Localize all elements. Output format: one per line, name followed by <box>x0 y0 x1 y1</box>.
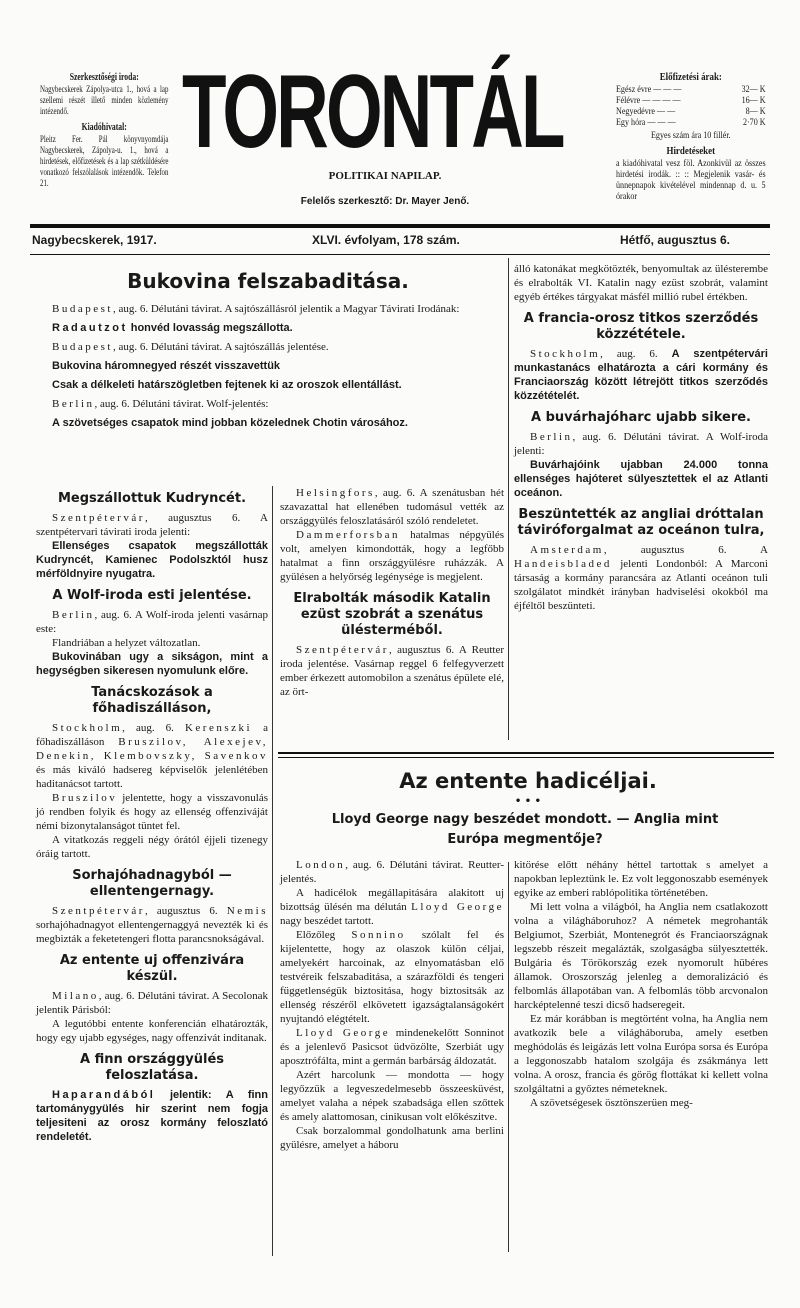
text-run: Flandriában a helyzet változatlan. <box>52 637 201 649</box>
paragraph <box>280 928 504 1026</box>
paragraph <box>36 300 500 319</box>
bold-text-run: jelentik: A finn tartománygyülés hir szerint nem fogja teljesiteni az orosz kormány feloszlató rendeletét. <box>36 1089 268 1143</box>
feature-headline: Az entente hadicéljai. <box>399 769 657 793</box>
bold-text-run: A szentpétervári munkastanács elhatározta a cári kormány és Franciaország között létrejött titkos szerződés közzétételét. <box>514 348 768 402</box>
paragraph <box>36 338 500 357</box>
bold-text-run: Ellenséges csapatok megszállották Kudryncét, Kamienec Podolszktól husz mérföldnyire nyugatra. <box>36 540 268 580</box>
column-3 <box>514 262 768 613</box>
spaced-text-run: Radautzot <box>52 322 128 334</box>
publisher-office-title: Kiadóhivatal: <box>81 122 127 133</box>
article-headline: Megszállottuk Kudryncét. <box>57 491 247 506</box>
column-rule <box>508 258 509 740</box>
spaced-text-run: Sonnino <box>351 929 406 941</box>
text-run: , aug. 6. Délutáni távirat. A Secolonak jelentik Párisból: <box>36 990 268 1016</box>
column-rule <box>272 486 273 1256</box>
column-rule <box>508 862 509 1252</box>
text-run: , aug. 6. Délutáni távirat. Wolf-jelentés: <box>94 398 269 410</box>
paragraph <box>36 1088 268 1144</box>
text-run: A hadicélok megállapitására alakitott uj bizottság ülésén ma délután <box>280 887 504 913</box>
text-run: A szövetségesek ösztönszerüen meg- <box>530 1097 693 1109</box>
article-headline: A francia-orosz titkos szerződés közzététele. <box>523 311 759 342</box>
price-label: Félévre — — — — <box>616 96 681 106</box>
paragraph <box>280 486 504 528</box>
text-run: A legutóbbi entente konferencián elhatározták, hogy egy ujabb egységes, nagy offenzivát inditanak. <box>36 1018 268 1044</box>
text-run: , augusztus 6. A <box>603 544 768 556</box>
price-label: Negyedévre — — <box>616 107 676 117</box>
subscription-box <box>616 72 766 207</box>
paragraph <box>514 458 768 500</box>
editorial-office-text: Nagybecskerek Zápolya-utca 1., hová a lap szellemi részét illető minden közlemény intézendő. <box>40 85 169 117</box>
spaced-text-run: Berlin <box>530 431 573 443</box>
newspaper-subtitle: POLITIKAI NAPILAP. <box>328 170 442 182</box>
bold-text-run: honvéd lovasság megszállotta. <box>127 322 293 334</box>
lead-headline: Bukovina felszabaditása. <box>127 269 409 293</box>
feature-subhead: Lloyd George nagy beszédet mondott. — Anglia mint Európa megmentője? <box>331 812 719 847</box>
text-run: , augusztus 6. A szentpétervari távirati iroda jelenti: <box>36 512 268 538</box>
text-run: , augusztus 6. <box>144 905 227 917</box>
paragraph <box>36 833 268 861</box>
paragraph <box>280 1124 504 1152</box>
text-run: , aug. 6. <box>600 348 672 360</box>
price-value: 32— K <box>741 85 766 95</box>
paragraph <box>36 721 268 791</box>
price-label: Egy hóra — — — <box>616 118 676 128</box>
price-row <box>616 85 766 96</box>
editorial-office-title: Szerkesztőségi iroda: <box>69 72 139 83</box>
text-run: , aug. 6. Délutáni távirat. A sajtószállás jelentése. <box>112 341 329 353</box>
text-run: Azért harcolunk — mondotta — hogy legyőzzük a legveszedelmesebb összeesküvést, amelyet valaha a népek szabadsága ellen szőttek és amely alattomosan, cinikusan volt előkészitve. <box>280 1069 504 1123</box>
text-run: és más kiváló hadsereg képviselők jelenlétében haditanácsot tartott. <box>36 764 268 790</box>
spaced-text-run: Bruszilov, Alexejev, Denekin, Klembovszky, Savenkov <box>36 736 268 762</box>
text-run: Ez már korábban is megtörtént volna, ha Anglia nem avatkozik bele a világháboruba, amely esetben meghódolás és leigázás lett volna Európa sorsa és Európa a leggonoszabb hatalom szolgája és zsákmánya lett volna. A orosz, francia és görög flottákat ki kellett volna szolgáltatni a győztes németeknek. <box>514 1013 768 1095</box>
text-run: a főhadiszálláson <box>36 722 268 748</box>
responsible-editor: Felelős szerkesztő: Dr. Mayer Jenő. <box>300 196 470 207</box>
spaced-text-run: Helsingfors <box>296 487 375 499</box>
paragraph <box>514 262 768 304</box>
feature-column-left <box>280 858 504 1152</box>
article-headline: A finn országgyülés feloszlatása. <box>79 1052 225 1083</box>
paragraph <box>514 1096 768 1110</box>
text-run: , aug. 6. A Wolf-iroda jelenti vasárnap este: <box>36 609 268 635</box>
article-headline: A Wolf-iroda esti jelentése. <box>52 588 252 603</box>
spaced-text-run: Haparandából <box>52 1089 156 1101</box>
paragraph <box>514 347 768 403</box>
text-run: , aug. 6. A szenátusban hét szavazattal hat ellenében tudomásul vették az országgyülés feloszlatásáról szóló rendeletet. <box>280 487 504 527</box>
masthead-rule <box>30 224 770 228</box>
spaced-text-run: Stockholm <box>52 722 123 734</box>
article-headline: Az entente uj offenzivára készül. <box>59 953 245 984</box>
text-run: kitörése előtt néhány héttel tartottak s amelyet a napokban lepleztünk le. Ez volt leggonoszabb események egyike az emberi rablópolitika történetében. <box>514 859 768 899</box>
text-run: sorhajóhadnagyot ellentengernaggyá nevezték ki és megbizták a feketetengeri flotta parancsnokságával. <box>36 919 268 945</box>
text-run: nagy beszédet tartott. <box>280 915 374 927</box>
article-headline: Sorhajóhadnagyból — ellentengernagy. <box>72 868 232 899</box>
bold-text-run: Bukovinában ugy a sikságon, mint a hegységben sikeresen nyomulunk előre. <box>36 651 268 677</box>
spaced-text-run: Milano <box>52 990 99 1002</box>
bold-text-run: Csak a délkeleti határszögletben fejtenek ki az oroszok ellentállást. <box>52 379 402 391</box>
spaced-text-run: Szentpétervár <box>296 644 389 656</box>
spaced-text-run: Lloyd George <box>296 1027 391 1039</box>
paragraph <box>36 539 268 581</box>
price-value: 2·70 K <box>742 118 766 128</box>
ads-text: a kiadóhivatal vesz föl. Azonkivül az összes hirdetési irodák. :: :: Megjelenik vasár- és ünnepnapok kivételével mindennap d. u. 5 órakor <box>616 159 766 202</box>
paragraph <box>280 886 504 928</box>
paragraph <box>36 319 500 338</box>
spaced-text-run: Berlin <box>52 398 95 410</box>
newspaper-title: TORONTÁL <box>182 54 563 170</box>
article-headline: A buvárhajóharc ujabb sikere. <box>531 410 751 425</box>
paragraph <box>36 636 268 650</box>
dateline-rule <box>30 254 770 255</box>
paragraph <box>36 414 500 433</box>
article-headline: Beszüntették az angliai dróttalan táviróforgalmat az oceánon tulra, <box>517 507 765 538</box>
text-run: , augusztus 6. A Reutter iroda jelentése. Vasárnap reggel 6 felfegyverzett ember érkezett automobilon a szenátus épülete elé, az ört- <box>280 644 504 698</box>
spaced-text-run: Kerenszki <box>184 722 253 734</box>
paragraph <box>514 430 768 458</box>
paragraph <box>36 989 268 1017</box>
spaced-text-run: Bruszilov <box>52 792 118 804</box>
editorial-office-box <box>40 72 168 194</box>
text-run: Előzőleg <box>296 929 352 941</box>
ads-title: Hirdetéseket <box>666 146 716 157</box>
price-value: 8— K <box>745 107 766 117</box>
paragraph <box>514 900 768 1012</box>
paragraph <box>36 511 268 539</box>
spaced-text-run: Amsterdam <box>530 544 604 556</box>
price-value: 16— K <box>741 96 766 106</box>
spaced-text-run: Nemis <box>226 905 268 917</box>
text-run: , aug. 6. Délutáni távirat. A sajtószállásról jelentik a Magyar Távirati Irodának: <box>112 303 460 315</box>
paragraph <box>36 608 268 636</box>
paragraph <box>36 357 500 376</box>
dateline-place-year: Nagybecskerek, 1917. <box>32 233 157 247</box>
paragraph <box>36 395 500 414</box>
paragraph <box>514 543 768 613</box>
paragraph <box>280 1026 504 1068</box>
price-label: Egész évre — — — <box>616 85 682 95</box>
bold-text-run: Buvárhajóink ujabban 24.000 tonna ellenséges hajóteret sülyesztettek el az Atlanti oceánon. <box>514 459 768 499</box>
spaced-text-run: Handeisbladed <box>514 558 612 570</box>
text-run: A vitatkozás reggeli négy órától éjjeli tizenegy óráig tartott. <box>36 834 268 860</box>
spaced-text-run: London <box>296 859 346 871</box>
spaced-text-run: Szentpétervár <box>52 512 145 524</box>
price-list <box>616 85 766 129</box>
price-row <box>616 107 766 118</box>
column-1 <box>36 484 268 1144</box>
spaced-text-run: Budapest <box>52 303 113 315</box>
feature-column-right <box>514 858 768 1110</box>
paragraph <box>280 1068 504 1124</box>
article-headline: Elrabolták második Katalin ezüst szobrát a szenátus ülésterméből. <box>293 591 491 638</box>
section-rule <box>278 752 774 754</box>
text-run: jelentette, hogy a visszavonulás jó rendben folyik és hogy az ellenség offenziváját némi bizonytalanságot tüntet fel. <box>36 792 268 832</box>
dateline-day: Hétfő, augusztus 6. <box>620 233 731 247</box>
spaced-text-run: Dammerforsban <box>296 529 400 541</box>
paragraph <box>280 858 504 886</box>
paragraph <box>36 904 268 946</box>
spaced-text-run: Lloyd George <box>411 901 504 913</box>
lead-article <box>36 268 500 433</box>
text-run: álló katonákat megkötözték, benyomultak az ülésterembe és elrabolták VI. Katalin nagy ezüst szobrát, valamint egyéb értékes tárgyakat másfél millió rubel értékben. <box>514 263 768 303</box>
spaced-text-run: Berlin <box>52 609 95 621</box>
bold-text-run: Bukovina háromnegyed részét visszavettük <box>52 360 281 372</box>
text-run: mindenekelőtt Sonninot és a jelenlevő Pasicsot üdvözölte, Szerbiát ugy aposztrófálta, mint a germán barbárság áldozatát. <box>280 1027 504 1067</box>
paragraph <box>36 1017 268 1045</box>
text-run: Csak borzalommal gondolhatunk ama berlini gyülésre, amelyet a háboru <box>280 1125 504 1151</box>
text-run: szólalt fel és kijelentette, hogy az olaszok külön céljai, amelyekért harcoinak, az elnyomatásban elő testvéreik felszabaditása, a szárazföldi és tengeri függetlenségük biztositása, hogy biztositsák az ellenség részéről elkövetett igazságtalanságokért nyujtandó elégtételt. <box>280 929 504 1025</box>
price-row <box>616 118 766 129</box>
text-run: hatalmas népgyülés volt, amelyen kimondották, hogy a legfőbb hatalmat a finn országgyülésre ruházzák. A gyülésen a helyőrség legénysége is megjelent. <box>280 529 504 583</box>
text-run: , aug. 6. <box>122 722 185 734</box>
paragraph <box>514 1012 768 1096</box>
price-row <box>616 96 766 107</box>
column-2 <box>280 486 504 699</box>
spaced-text-run: Stockholm <box>530 348 601 360</box>
paragraph <box>514 858 768 900</box>
section-rule <box>278 757 774 758</box>
text-run: Mi lett volna a világból, ha Anglia nem csatlakozott volna a világháboruhoz? A németek megrohanták Belgiumot, Szerbiát, Montenegrót és Franciaországnak legszebb részeit megalázták, szolgaságba sülyesztették. Bulgária és Törökország ezek nyomorult hübéres államok. Oroszország jelenleg a demoralizáció és felbomlás állapotában van. A felbomlás több arcvonalon harcképtelenné teszi dicső hadseregeit. <box>514 901 768 1011</box>
text-run: , aug. 6. Délutáni távirat. A Wolf-iroda jelenti: <box>514 431 768 457</box>
text-run: , aug. 6. Délutáni távirat. Reutter-jelentés. <box>280 859 504 885</box>
publisher-office-text: Pleitz Fer. Pál könyvnyomdája Nagybecskerek, Zápolya-u. 1., hová a hirdetések, előfizetések és a lap szétküldésére vonatkozó felszólalások intézendők. Telefon 21. <box>40 135 169 189</box>
dateline-issue: XLVI. évfolyam, 178 szám. <box>312 233 460 247</box>
spaced-text-run: Szentpétervár <box>52 905 145 917</box>
feature-dots: • • • <box>514 796 542 807</box>
single-issue-price: Egyes szám ára 10 fillér. <box>650 131 731 141</box>
paragraph <box>280 643 504 699</box>
paragraph <box>36 376 500 395</box>
prices-title: Előfizetési árak: <box>659 72 722 83</box>
article-headline: Tanácskozások a főhadiszálláson, <box>91 685 213 716</box>
paragraph <box>280 528 504 584</box>
bold-text-run: A szövetséges csapatok mind jobban közelednek Chotin városához. <box>52 417 408 429</box>
spaced-text-run: Budapest <box>52 341 113 353</box>
paragraph <box>36 650 268 678</box>
paragraph <box>36 791 268 833</box>
text-run: jelenti Londonból: A Marconi társaság a kormány parancsára az Atlanti oceánon tuli szolgálatot mindkét irányban hadviselési okokból ma éjféltől beszünteti. <box>514 558 768 612</box>
